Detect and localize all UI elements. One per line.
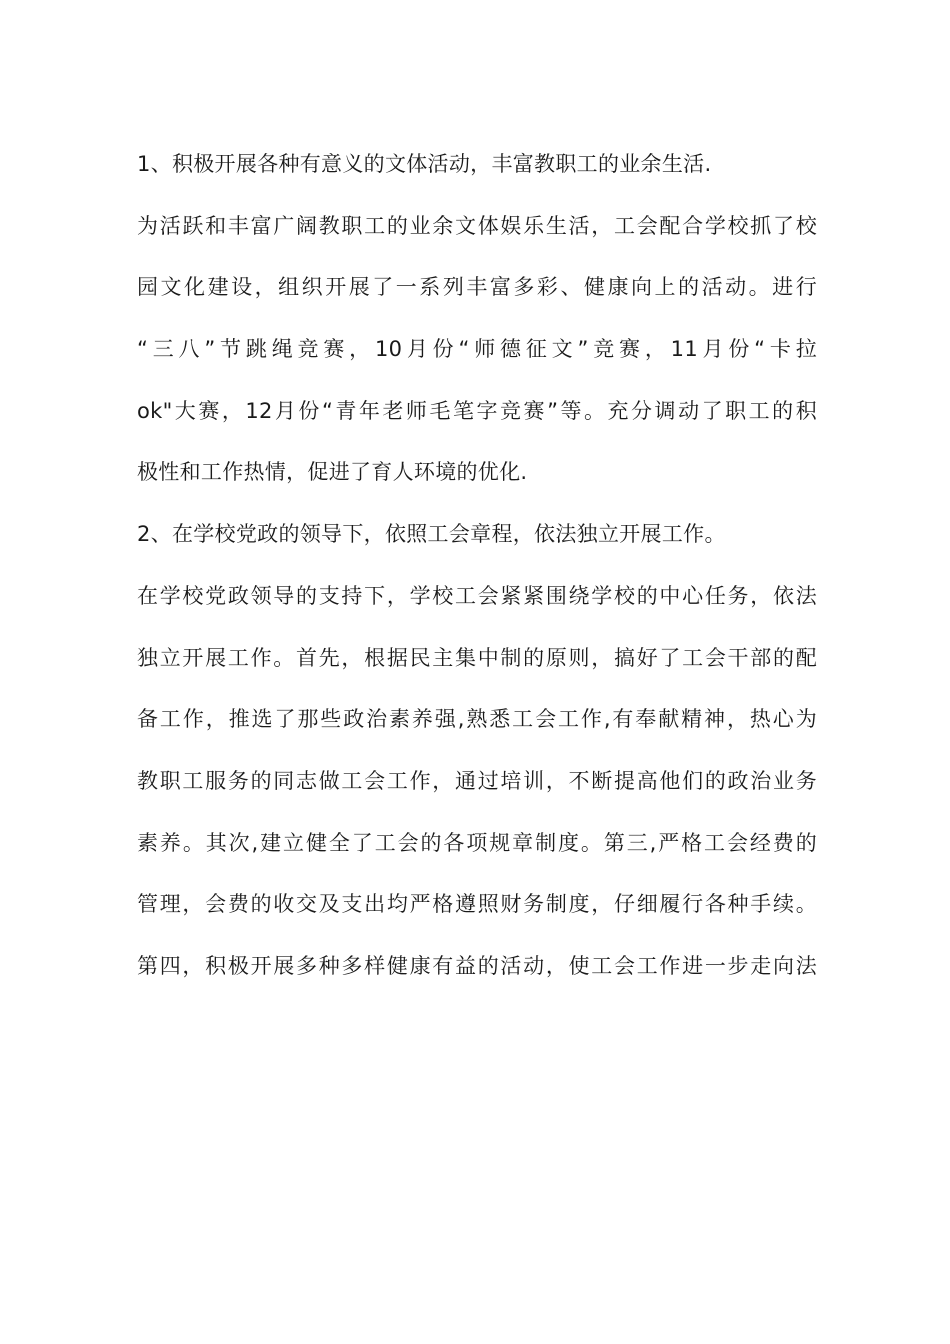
text-line: 备工作，推选了那些政治素养强,熟悉工会工作,有奉献精神，热心为	[137, 707, 817, 732]
text-line: “三八”节跳绳竞赛，10月份“师德征文”竞赛，11月份“卡拉	[137, 337, 817, 362]
text-line: 园文化建设，组织开展了一系列丰富多彩、健康向上的活动。进行	[137, 275, 817, 300]
text-line: 极性和工作热情，促进了育人环境的优化.	[137, 460, 528, 485]
text-line: 第四，积极开展多种多样健康有益的活动，使工会工作进一步走向法	[137, 953, 817, 978]
text-line: 素养。其次,建立健全了工会的各项规章制度。第三,严格工会经费的	[137, 830, 817, 855]
text-line: 独立开展工作。首先，根据民主集中制的原则，搞好了工会干部的配	[137, 645, 817, 670]
text-line: 管理，会费的收交及支出均严格遵照财务制度，仔细履行各种手续。	[137, 892, 817, 917]
text-line: 在学校党政领导的支持下，学校工会紧紧围绕学校的中心任务，依法	[137, 583, 817, 608]
text-line: 1、积极开展各种有意义的文体活动，丰富教职工的业余生活.	[137, 152, 712, 176]
text-line: 为活跃和丰富广阔教职工的业余文体娱乐生活，工会配合学校抓了校	[137, 213, 817, 238]
text-line: 教职工服务的同志做工会工作，通过培训，不断提高他们的政治业务	[137, 768, 817, 793]
document-body	[137, 140, 817, 1004]
text-line: 2、在学校党政的领导下，依照工会章程，依法独立开展工作。	[137, 522, 726, 547]
text-line: ok"大赛，12月份“青年老师毛笔字竞赛”等。充分调动了职工的积	[137, 398, 817, 423]
